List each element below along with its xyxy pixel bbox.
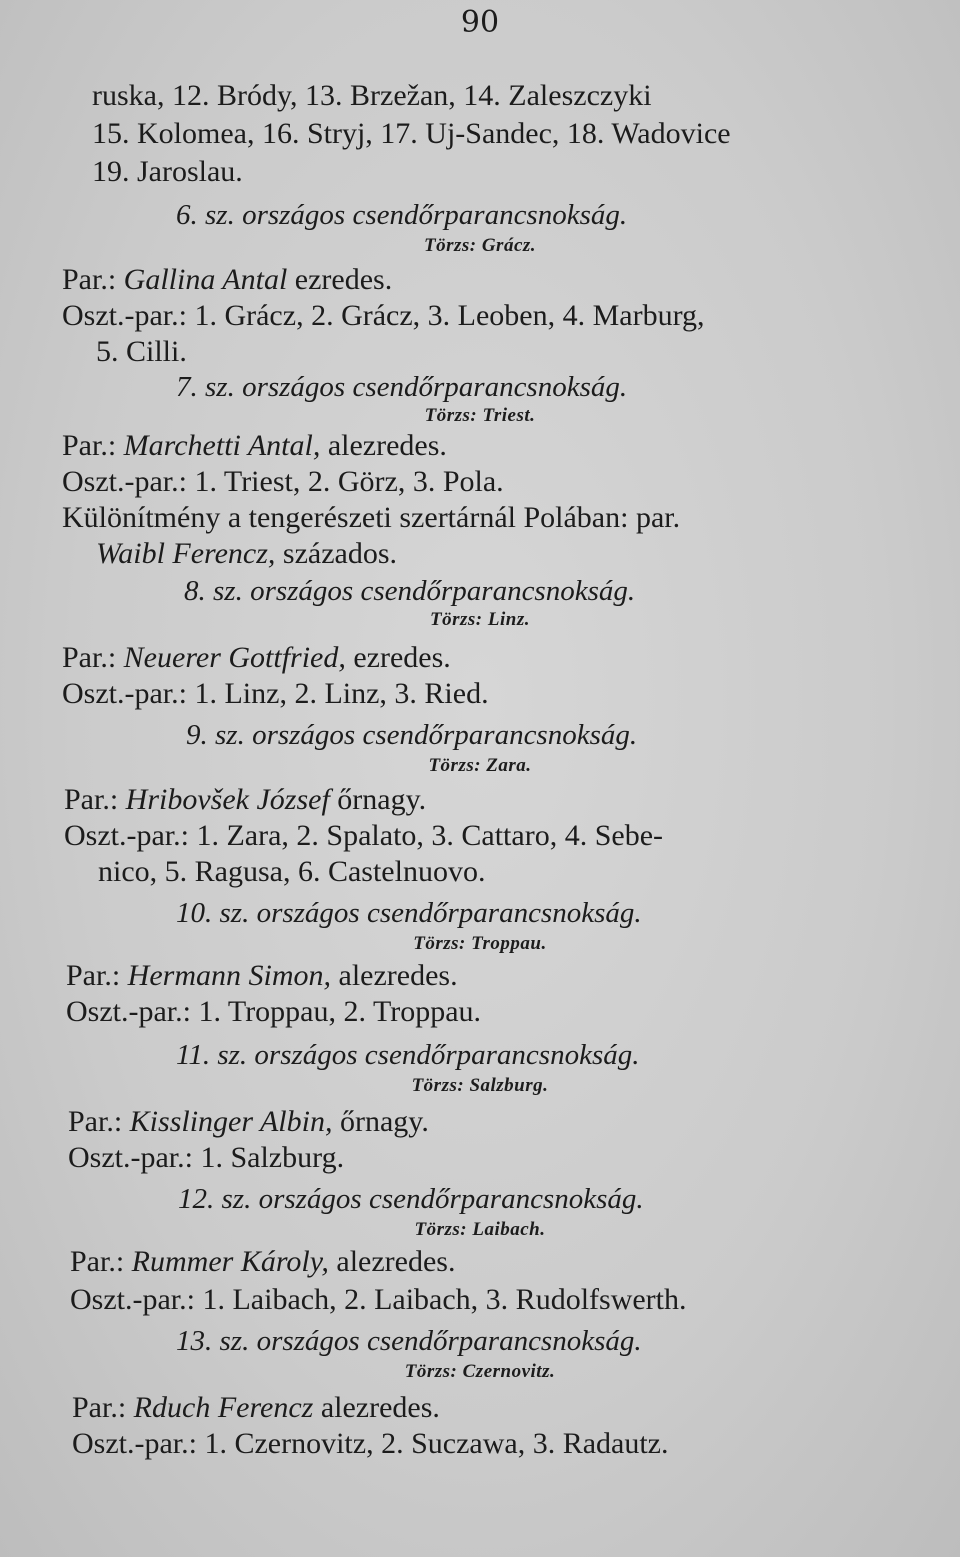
section-heading: 7. sz. országos csendőrparancsnokság. <box>176 371 628 403</box>
commander-rank: alezredes. <box>336 1245 456 1278</box>
detachment-commander-rank: százados. <box>282 537 398 570</box>
section-heading: 10. sz. országos csendőrparancsnokság. <box>176 897 642 929</box>
oszt-line: Oszt.-par.: 1. Grácz, 2. Grácz, 3. Leoben, 4. Marburg, <box>62 299 705 332</box>
detachment-line: Különítmény a tengerészeti szertárnál Polában: par. <box>62 501 681 534</box>
section-torzs: Törzs: Salzburg. <box>411 1075 549 1096</box>
detachment-commander-name: Waibl Ferencz, <box>96 537 276 570</box>
par-line <box>66 958 458 994</box>
par-line <box>70 1244 455 1280</box>
par-line <box>68 1104 429 1140</box>
section-heading: 8. sz. országos csendőrparancsnokság. <box>184 575 636 607</box>
oszt-line: Oszt.-par.: 1. Linz, 2. Linz, 3. Ried. <box>62 677 489 710</box>
commander-rank: ezredes. <box>353 641 451 674</box>
par-prefix: Par.: <box>62 263 117 296</box>
section-torzs: Törzs: Troppau. <box>413 933 547 954</box>
oszt-line: Oszt.-par.: 1. Czernovitz, 2. Suczawa, 3. Radautz. <box>72 1427 669 1460</box>
oszt-line: Oszt.-par.: 1. Laibach, 2. Laibach, 3. Rudolfswerth. <box>70 1283 687 1316</box>
commander-name: Neuerer Gottfried, <box>123 641 346 674</box>
page-number: 90 <box>460 5 500 40</box>
oszt-line: Oszt.-par.: 1. Triest, 2. Görz, 3. Pola. <box>62 465 504 498</box>
commander-rank: alezredes. <box>327 429 447 462</box>
oszt-line: Oszt.-par.: 1. Troppau, 2. Troppau. <box>66 995 482 1028</box>
par-prefix: Par.: <box>62 429 117 462</box>
section-heading: 9. sz. országos csendőrparancsnokság. <box>186 719 638 751</box>
par-prefix: Par.: <box>70 1245 125 1278</box>
intro-line: 19. Jaroslau. <box>92 155 243 188</box>
section-torzs: Törzs: Grácz. <box>423 235 537 256</box>
commander-name: Rummer Károly, <box>131 1245 329 1278</box>
intro-line: 15. Kolomea, 16. Stryj, 17. Uj-Sandec, 18. Wadovice <box>92 117 731 150</box>
section-heading: 13. sz. országos csendőrparancsnokság. <box>176 1325 642 1357</box>
par-line <box>72 1390 440 1426</box>
commander-name: Kisslinger Albin, <box>129 1105 333 1138</box>
section-torzs: Törzs: Triest. <box>424 405 536 426</box>
commander-name: Hribovšek József <box>125 783 330 816</box>
oszt-line-cont: 5. Cilli. <box>96 335 187 368</box>
intro-line: ruska, 12. Bródy, 13. Brzežan, 14. Zaleszczyki <box>92 79 652 112</box>
section-heading: 6. sz. országos csendőrparancsnokság. <box>176 199 628 231</box>
section-heading: 12. sz. országos csendőrparancsnokság. <box>178 1183 644 1215</box>
section-torzs: Törzs: Linz. <box>430 609 530 630</box>
par-prefix: Par.: <box>72 1391 127 1424</box>
section-torzs: Törzs: Laibach. <box>414 1219 546 1240</box>
par-line <box>64 782 426 818</box>
par-line <box>62 640 451 676</box>
detachment-commander <box>96 536 397 572</box>
commander-rank: őrnagy. <box>339 1105 429 1138</box>
par-prefix: Par.: <box>62 641 117 674</box>
commander-name: Hermann Simon, <box>127 959 331 992</box>
par-prefix: Par.: <box>68 1105 123 1138</box>
commander-rank: ezredes. <box>294 263 393 296</box>
commander-rank: alezredes. <box>320 1391 440 1424</box>
par-line <box>62 428 447 464</box>
commander-name: Gallina Antal <box>123 263 288 296</box>
oszt-line-cont: nico, 5. Ragusa, 6. Castelnuovo. <box>98 855 486 888</box>
commander-rank: alezredes. <box>338 959 458 992</box>
par-prefix: Par.: <box>66 959 121 992</box>
commander-rank: őrnagy. <box>337 783 427 816</box>
commander-name: Marchetti Antal, <box>123 429 321 462</box>
par-prefix: Par.: <box>64 783 119 816</box>
section-torzs: Törzs: Czernovitz. <box>404 1361 556 1382</box>
commander-name: Rduch Ferencz <box>133 1391 314 1424</box>
oszt-line: Oszt.-par.: 1. Zara, 2. Spalato, 3. Cattaro, 4. Sebe- <box>64 819 664 852</box>
par-line <box>62 262 392 298</box>
oszt-line: Oszt.-par.: 1. Salzburg. <box>68 1141 345 1174</box>
section-heading: 11. sz. országos csendőrparancsnokság. <box>176 1039 640 1071</box>
section-torzs: Törzs: Zara. <box>428 755 532 776</box>
